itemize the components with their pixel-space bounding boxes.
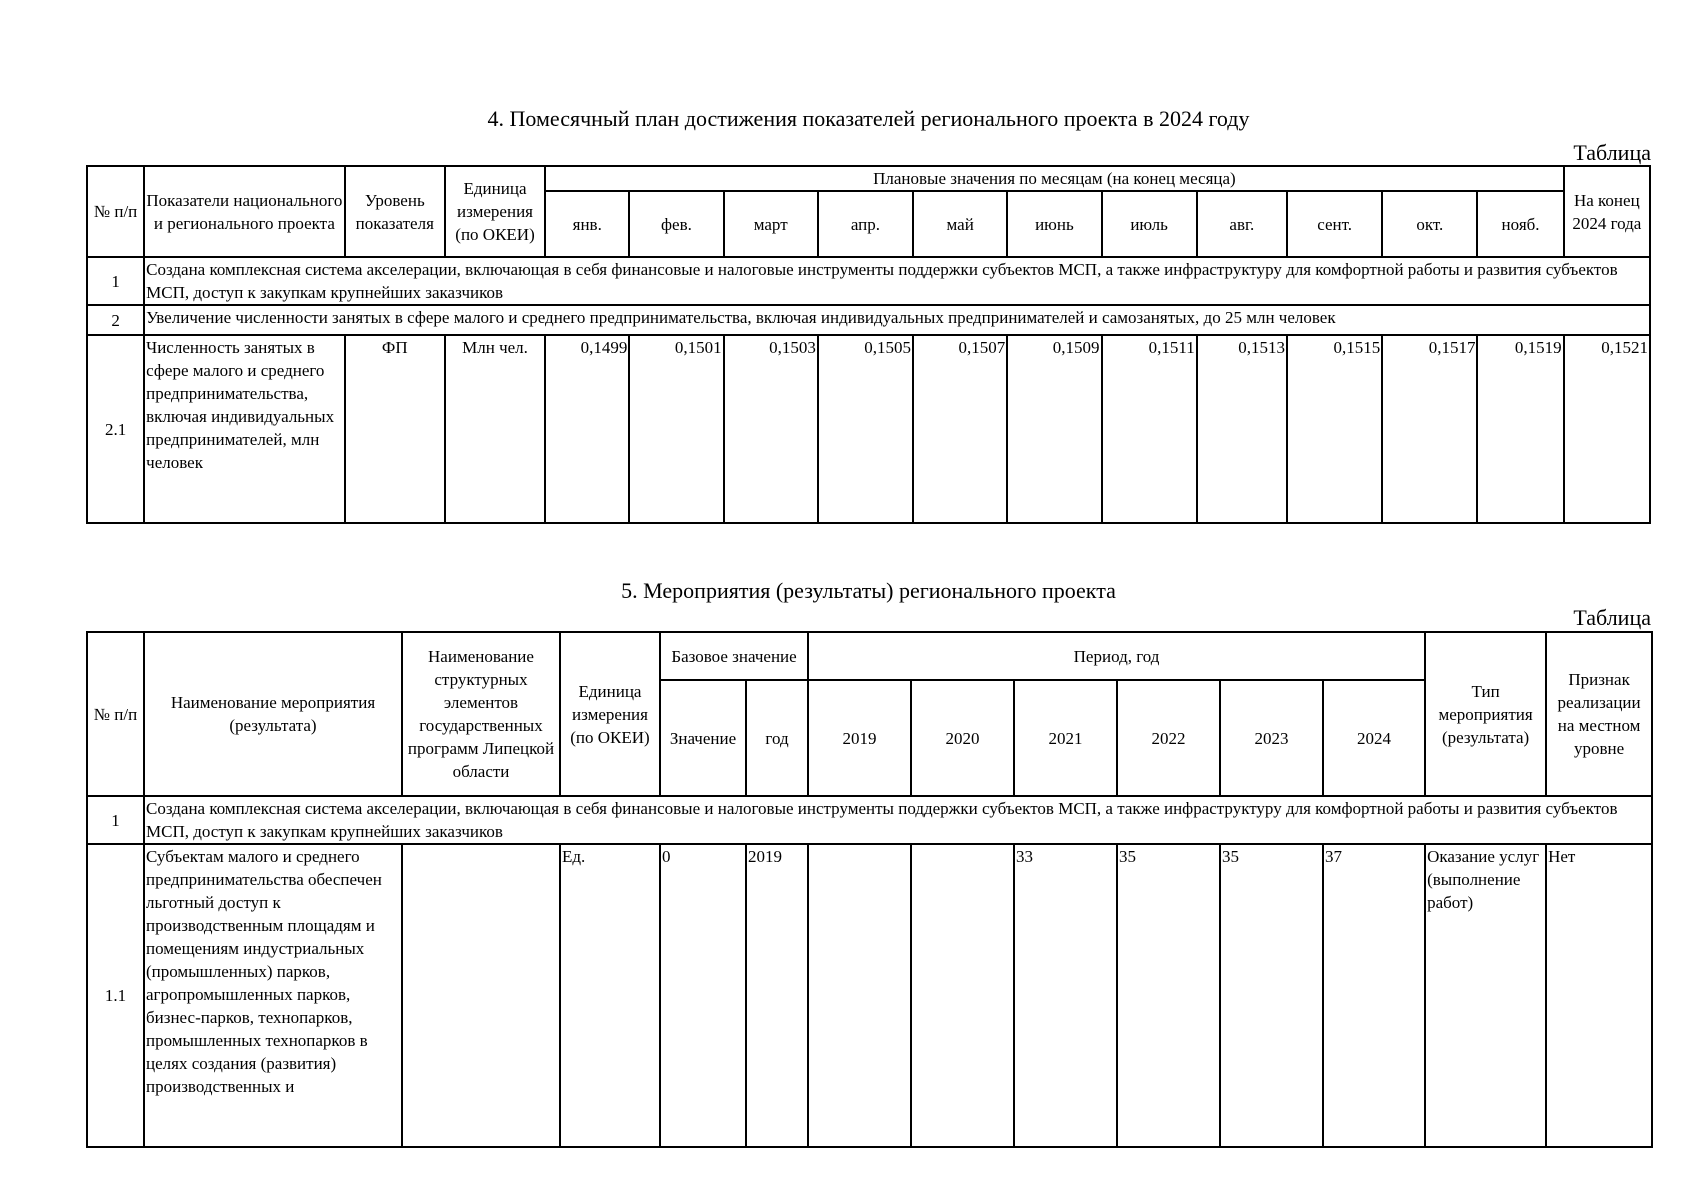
header-year: 2023 xyxy=(1220,680,1323,796)
header-month: апр. xyxy=(818,191,913,257)
measure-year-value: 35 xyxy=(1117,844,1220,1147)
table-row xyxy=(87,305,1650,335)
table-row xyxy=(87,844,1652,1147)
header-monthly-group: Плановые значения по месяцам (на конец месяца) xyxy=(545,166,1564,191)
header-local: Признак реализации на местном уровне xyxy=(1546,632,1652,796)
row-goal-text: Увеличение численности занятых в сфере малого и среднего предпринимательства, включая индивидуальных предпринимателей и самозанятых, до 25 млн человек xyxy=(144,305,1650,335)
header-level: Уровень показателя xyxy=(345,166,445,257)
header-base-year: год xyxy=(746,680,808,796)
measure-local: Нет xyxy=(1546,844,1652,1147)
section4-title: 4. Помесячный план достижения показателей регионального проекта в 2024 году xyxy=(487,106,1250,131)
header-month: май xyxy=(913,191,1007,257)
section4-table-label: Таблица xyxy=(1573,140,1651,165)
header-month: янв. xyxy=(545,191,629,257)
header-year-end: На конец 2024 года xyxy=(1564,166,1650,257)
header-month: авг. xyxy=(1197,191,1287,257)
header-month: март xyxy=(724,191,818,257)
measure-base-year: 2019 xyxy=(746,844,808,1147)
month-value: 0,1503 xyxy=(724,335,818,523)
header-unit: Единица измерения (по ОКЕИ) xyxy=(445,166,545,257)
header-month: июль xyxy=(1102,191,1197,257)
header-month: июнь xyxy=(1007,191,1101,257)
month-value: 0,1513 xyxy=(1197,335,1287,523)
measure-year-value: 37 xyxy=(1323,844,1425,1147)
row-num: 1.1 xyxy=(87,844,144,1147)
indicator-unit: Млн чел. xyxy=(445,335,545,523)
row-goal-text: Создана комплексная система акселерации, включающая в себя финансовые и налоговые инструменты поддержки субъектов МСП, а также инфраструктуру для комфортной работы и развития субъектов МСП, доступ к закупкам крупнейших заказчиков xyxy=(144,257,1650,305)
measure-name: Субъектам малого и среднего предпринимательства обеспечен льготный доступ к производственным площадям и помещениям индустриальных (промышленных) парков, агропромышленных парков, бизнес-парков, технопарков, промышленных технопарков в целях создания (развития) производственных и xyxy=(144,844,402,1147)
table-row xyxy=(87,335,1650,523)
row-num: 2.1 xyxy=(87,335,144,523)
header-num: № п/п xyxy=(87,632,144,796)
month-value: 0,1505 xyxy=(818,335,913,523)
header-month: фев. xyxy=(629,191,723,257)
month-value: 0,1517 xyxy=(1382,335,1477,523)
measure-year-value xyxy=(911,844,1014,1147)
measure-year-value: 33 xyxy=(1014,844,1117,1147)
header-month: окт. xyxy=(1382,191,1477,257)
header-name: Наименование мероприятия (результата) xyxy=(144,632,402,796)
header-base-value: Значение xyxy=(660,680,746,796)
measure-struct xyxy=(402,844,560,1147)
row-num: 2 xyxy=(87,305,144,335)
header-struct: Наименование структурных элементов государственных программ Липецкой области xyxy=(402,632,560,796)
month-value: 0,1519 xyxy=(1477,335,1563,523)
indicator-level: ФП xyxy=(345,335,445,523)
measure-unit: Ед. xyxy=(560,844,660,1147)
measure-year-value xyxy=(808,844,911,1147)
header-indicator: Показатели национального и регионального проекта xyxy=(144,166,345,257)
indicator-name: Численность занятых в сфере малого и среднего предпринимательства, включая индивидуальных предпринимателей, млн человек xyxy=(144,335,345,523)
measure-type: Оказание услуг (выполнение работ) xyxy=(1425,844,1546,1147)
table-row xyxy=(87,257,1650,305)
measure-base-value: 0 xyxy=(660,844,746,1147)
header-num: № п/п xyxy=(87,166,144,257)
header-base-group: Базовое значение xyxy=(660,632,808,680)
month-value: 0,1501 xyxy=(629,335,723,523)
header-year: 2021 xyxy=(1014,680,1117,796)
month-value: 0,1507 xyxy=(913,335,1007,523)
measures-table xyxy=(86,631,1653,1148)
month-value: 0,1515 xyxy=(1287,335,1382,523)
header-unit: Единица измерения (по ОКЕИ) xyxy=(560,632,660,796)
section5-table-label: Таблица xyxy=(1573,605,1651,630)
header-year: 2019 xyxy=(808,680,911,796)
row-goal-text: Создана комплексная система акселерации, включающая в себя финансовые и налоговые инструменты поддержки субъектов МСП, а также инфраструктуру для комфортной работы и развития субъектов МСП, доступ к закупкам крупнейших заказчиков xyxy=(144,796,1652,844)
measure-year-value: 35 xyxy=(1220,844,1323,1147)
header-year: 2020 xyxy=(911,680,1014,796)
header-month: сент. xyxy=(1287,191,1382,257)
row-num: 1 xyxy=(87,257,144,305)
header-year: 2024 xyxy=(1323,680,1425,796)
month-value: 0,1509 xyxy=(1007,335,1101,523)
month-value: 0,1511 xyxy=(1102,335,1197,523)
header-period-group: Период, год xyxy=(808,632,1425,680)
header-year: 2022 xyxy=(1117,680,1220,796)
row-num: 1 xyxy=(87,796,144,844)
monthly-plan-table xyxy=(86,165,1651,524)
header-month: нояб. xyxy=(1477,191,1563,257)
section5-title: 5. Мероприятия (результаты) регионального проекта xyxy=(621,578,1116,603)
table-row xyxy=(87,796,1652,844)
header-type: Тип мероприятия (результата) xyxy=(1425,632,1546,796)
month-value: 0,1499 xyxy=(545,335,629,523)
year-end-value: 0,1521 xyxy=(1564,335,1650,523)
